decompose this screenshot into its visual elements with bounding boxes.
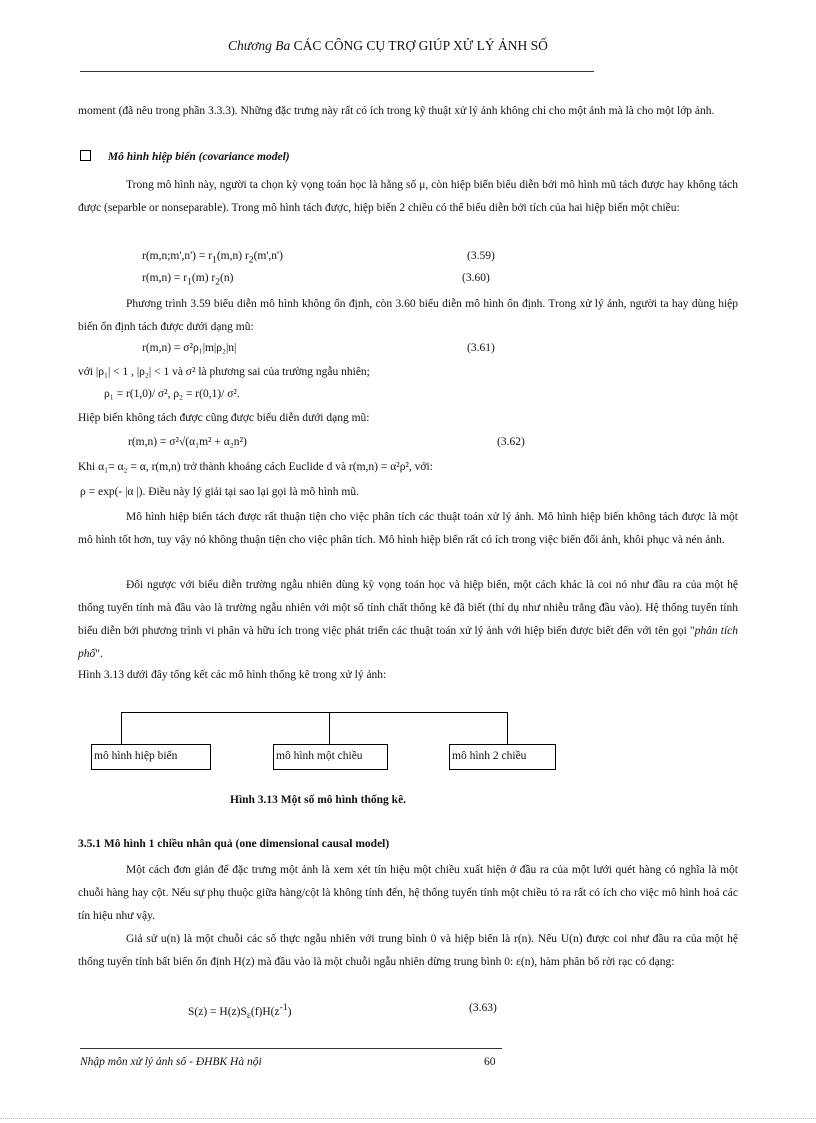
- equation-3-62: r(m,n) = σ²√(α₁m² + α₂n²): [128, 436, 247, 448]
- box-one-dimensional-model: mô hình một chiều: [273, 744, 388, 770]
- page-header: [228, 38, 548, 54]
- paragraph-linear-system: [78, 574, 738, 666]
- section-heading-3-5-1: 3.5.1 Mô hình 1 chiều nhân quả (one dimensional causal model): [78, 838, 390, 850]
- diagram-top-line: [121, 712, 507, 713]
- diagram-left-connector: [121, 712, 122, 745]
- equation-number-3-63: (3.63): [469, 1002, 497, 1014]
- page-bottom-edge: [0, 1118, 816, 1119]
- eq-3-59-rhs2: (m',n'): [253, 250, 283, 262]
- equation-number-3-62: (3.62): [497, 436, 525, 448]
- eq-3-63-end: ): [287, 1005, 292, 1018]
- eq-3-63-text: S(z) = H(z)S: [188, 1005, 247, 1018]
- box-two-dimensional-model: mô hình 2 chiều: [449, 744, 556, 770]
- rho-exp-line: ρ = exp(- |α |). Điều này lý giải tại sao lại gọi là mô hình mũ.: [80, 486, 359, 498]
- p4-text-b: ".: [95, 648, 103, 660]
- paragraph-stationary: Phương trình 3.59 biểu diễn mô hình không ổn định, còn 3.60 biểu diễn mô hình ổn định. Trong xử lý ảnh, người ta hay dùng hiệp biến ổn định tách được dưới dạng mũ:: [78, 298, 738, 333]
- covariance-heading-text: Mô hình hiệp biến (covariance model): [107, 151, 290, 163]
- page-number: 60: [484, 1056, 496, 1068]
- equation-number-3-61: (3.61): [467, 342, 495, 354]
- eq-3-63-rest: (f)H(z: [250, 1005, 280, 1018]
- spectral-analysis-term: phân tích phổ: [78, 625, 738, 660]
- equation-3-63: [188, 1002, 291, 1021]
- equation-number-3-59: (3.59): [467, 250, 495, 262]
- paragraph-covariance-intro: Trong mô hình này, người ta chọn kỳ vọng toán học là hằng số μ, còn hiệp biến biểu diễn bởi mô hình mũ tách được hay không tách được (separble or nonseparable). Trong mô hình tách được, hiệp biến 2 chiều có thể biểu diễn bởi tích của hai hiệp biến một chiều:: [78, 179, 738, 214]
- eq-3-60-rhs: (m) r: [191, 272, 216, 284]
- paragraph-random-sequence: Giả sử u(n) là một chuỗi các số thực ngẫu nhiên với trung bình 0 và hiệp biến là r(n). Nếu U(n) được coi như đầu ra của một hệ thống tuyến tính bất biến ổn định H(z) mà đầu vào là một chuỗi ngẫu nhiên dừng trung bình 0: ε(n), hàm phân bố rời rạc có dạng:: [78, 933, 738, 968]
- eq-3-63-sub: ε: [246, 1010, 251, 1022]
- khi-line: Khi α₁= α₂ = α, r(m,n) trở thành khoảng cách Euclide d và r(m,n) = α²ρ², với:: [78, 461, 433, 473]
- figure-intro-line: Hình 3.13 dưới đây tổng kết các mô hình thống kê trong xử lý ảnh:: [78, 669, 387, 681]
- intro-paragraph: moment (đã nêu trong phần 3.3.3). Những đặc trưng này rất có ích trong kỹ thuật xử lý ảnh không chỉ cho một ảnh mà là cho một lớp ảnh.: [78, 105, 715, 117]
- eq-3-59-lhs: r(m,n;m',n') = r: [142, 250, 213, 262]
- p4-text-a: Đối ngược với biểu diễn trường ngẫu nhiên dùng kỳ vọng toán học và hiệp biến, một cách khác là coi nó như đầu ra của một hệ thống tuyến tính mà đầu vào là trường ngẫu nhiên với một số tính chất thống kê đã biết (thí dụ như nhiễu trắng đầu vào). Hệ thống tuyến tính biểu diễn bởi phương trình vi phân và hữu ích trong việc phát triển các thuật toán xử lý ảnh với hiệp biến được biết đến với tên gọi ": [78, 579, 738, 637]
- footer-divider: [80, 1048, 502, 1049]
- equation-number-3-60: (3.60): [462, 272, 490, 284]
- footer-text: Nhập môn xử lý ảnh số - ĐHBK Hà nội: [80, 1056, 262, 1068]
- figure-caption: Hình 3.13 Một số mô hình thống kê.: [230, 794, 407, 806]
- eq-3-63-sup: -1: [279, 1002, 288, 1013]
- with-condition-line: với |ρ₁| < 1 , |ρ₂| < 1 và σ² là phương sai của trường ngẫu nhiên;: [78, 366, 370, 378]
- eq-3-60-lhs: r(m,n) = r: [142, 272, 188, 284]
- box-covariance-model: mô hình hiệp biến: [91, 744, 211, 770]
- bullet-icon: [80, 150, 91, 161]
- eq-3-60-rhs2: (n): [220, 272, 234, 284]
- equation-3-60: $r(m,n) = r_1(m)$ $r_2(n)$: [142, 272, 234, 288]
- diagram-right-connector: [507, 712, 508, 745]
- rho-definition-line: ρ₁ = r(1,0)/ σ², ρ₂ = r(0,1)/ σ².: [104, 388, 240, 400]
- paragraph-causal-model: Một cách đơn giản để đặc trưng một ảnh là xem xét tín hiệu một chiều xuất hiện ở đầu ra của một lưới quét hàng có nghĩa là một chuỗi hàng hay cột. Nếu sự phụ thuộc giữa hàng/cột là không tính đến, hệ thống tuyến tính một chiều tỏ ra rất có ích cho việc mô hình hoá các tín hiệu như vậy.: [78, 864, 738, 922]
- covariance-heading: [80, 150, 290, 163]
- chapter-label: Chương Ba: [228, 38, 291, 53]
- chapter-title: CÁC CÔNG CỤ TRỢ GIÚP XỬ LÝ ẢNH SỐ: [293, 38, 548, 53]
- eq-3-59-rhs: (m,n) r: [216, 250, 249, 262]
- header-divider: [80, 71, 594, 72]
- nonseparable-line: Hiệp biến không tách được cũng được biểu diễn dưới dạng mũ:: [78, 412, 370, 424]
- diagram-middle-connector: [329, 712, 330, 745]
- equation-3-61: r(m,n) = σ²ρ₁|m|ρ₂|n|: [142, 342, 237, 354]
- equation-3-59: r(m,n;m',n') = $r_1(m,n)$ $r_2(m',n')$: [142, 250, 283, 266]
- paragraph-separable: Mô hình hiệp biến tách được rất thuận tiện cho việc phân tích các thuật toán xử lý ảnh. Mô hình hiệp biến không tách được là một mô hình tốt hơn, tuy vậy nó không thuận tiện cho việc phân tích. Mô hình hiệp biến rất có ích trong việc biến đổi ảnh, khôi phục và nén ảnh.: [78, 511, 738, 546]
